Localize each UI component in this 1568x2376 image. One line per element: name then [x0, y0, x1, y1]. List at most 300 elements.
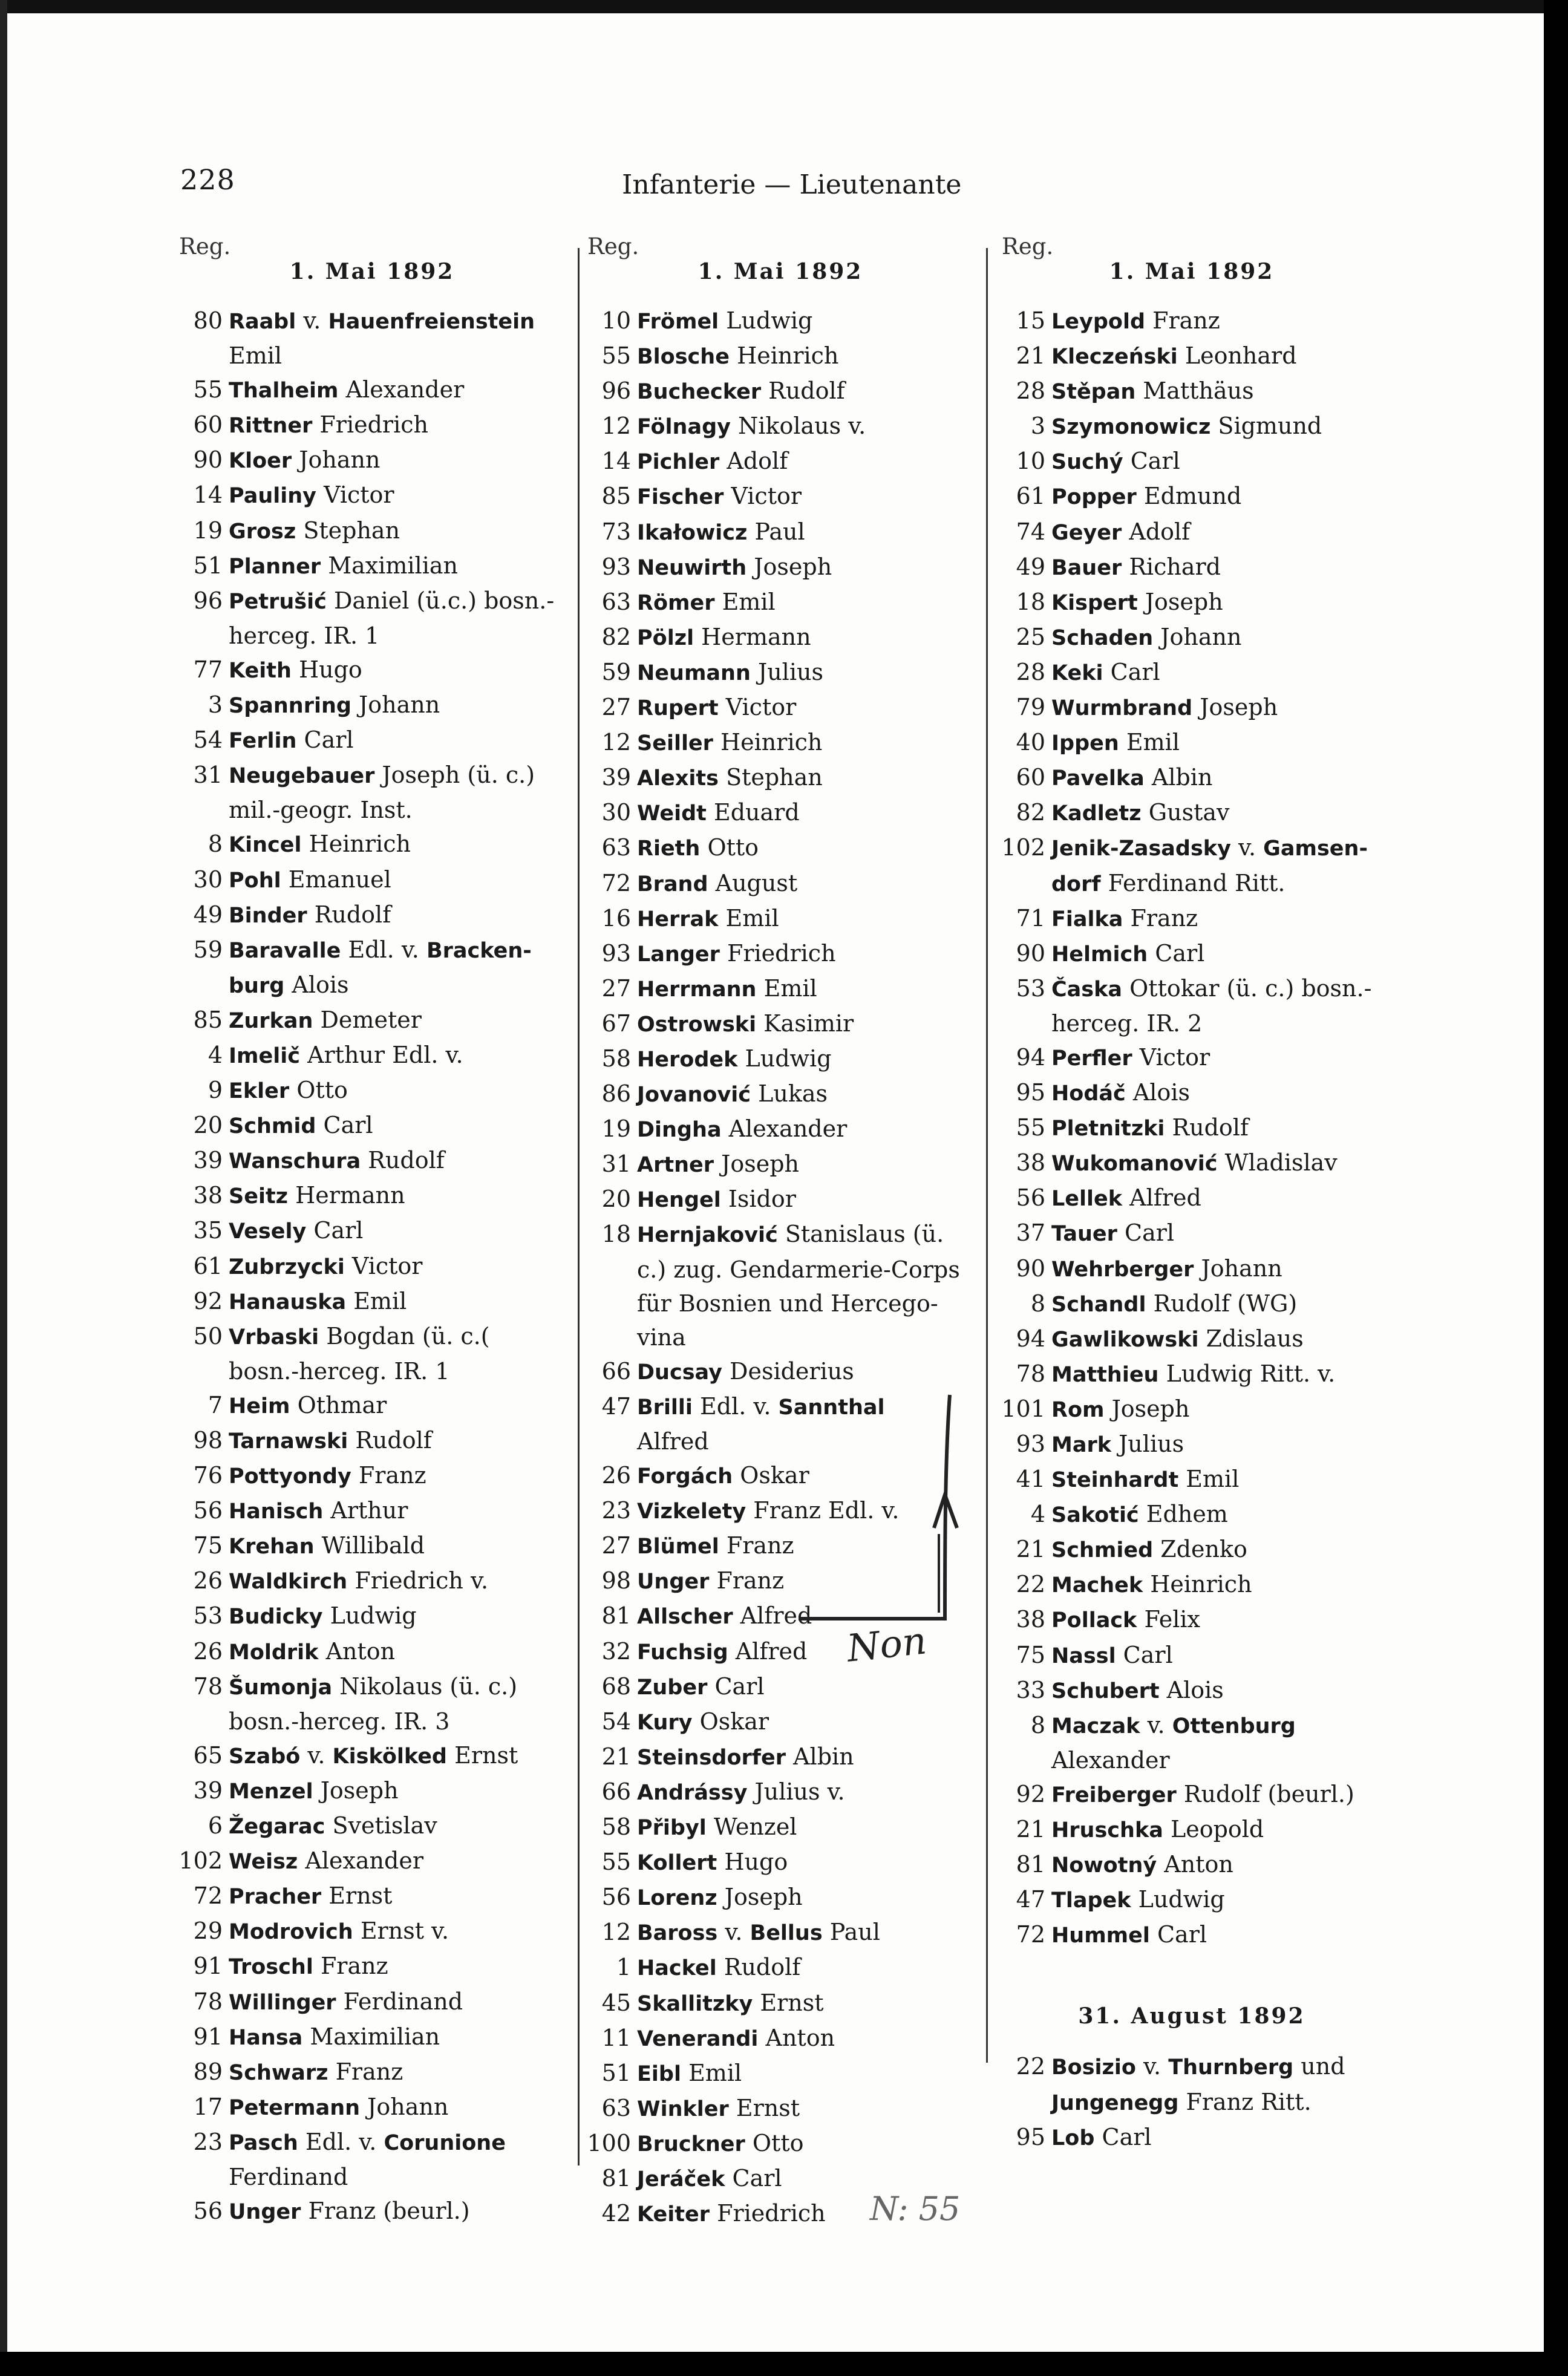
- pencil-note: N: 55: [870, 2190, 961, 2228]
- officer-given-name: Franz: [1152, 307, 1220, 334]
- officer-given-name: Oskar: [740, 1462, 809, 1489]
- officer-given-name: Joseph: [1200, 694, 1278, 721]
- regiment-number: 90: [1016, 939, 1045, 967]
- officer-surname: Kadletz: [1051, 801, 1142, 826]
- officer-given-name: Joseph (ü. c.): [382, 762, 535, 789]
- regiment-number: 82: [601, 623, 631, 650]
- officer-surname: Herrmann: [637, 977, 757, 1002]
- officer-surname-part: Jungenegg: [1051, 2090, 1179, 2115]
- officer-surname: Schaden: [1051, 625, 1154, 650]
- officer-surname: Szymonowicz: [1051, 415, 1211, 440]
- scan-border-top: [0, 0, 1568, 13]
- regiment-number: 29: [193, 1917, 223, 1945]
- regiment-number: 35: [193, 1217, 223, 1244]
- officer-surname: Časka: [1051, 977, 1123, 1002]
- officer-given-name: Alexander: [345, 376, 465, 403]
- roster-entry: [584, 690, 977, 725]
- entry-continuation-text: herceg. IR. 1: [229, 622, 380, 649]
- officer-surname-part: Hauenfreienstein: [328, 310, 535, 334]
- officer-surname: Modrovich: [229, 1920, 353, 1945]
- officer-surname: Leypold: [1051, 310, 1146, 334]
- regiment-number: 90: [193, 446, 223, 474]
- regiment-number: 39: [601, 764, 631, 791]
- officer-surname: Planner: [229, 554, 321, 579]
- roster-entry: [175, 1879, 569, 1914]
- roster-entry: [584, 831, 977, 866]
- regiment-number: 63: [601, 834, 631, 861]
- officer-surname: Unger: [637, 1570, 710, 1594]
- roster-entry: [584, 585, 977, 620]
- regiment-number: 100: [587, 2129, 631, 2156]
- officer-given-name: Stephan: [303, 517, 400, 544]
- officer-surname: Petrušić: [229, 589, 327, 614]
- officer-surname-part: Sannthal: [778, 1395, 885, 1420]
- regiment-number: 102: [178, 1847, 223, 1875]
- officer-given-name: Anton: [765, 2024, 835, 2051]
- roster-entry: [998, 1357, 1385, 1392]
- regiment-number: 101: [1001, 1395, 1045, 1422]
- regiment-number: 75: [193, 1532, 223, 1559]
- regiment-number: 37: [1016, 1219, 1045, 1247]
- officer-surname: Budicky: [229, 1605, 323, 1630]
- officer-given-name: Franz: [716, 1567, 785, 1594]
- officer-surname: Lorenz: [637, 1886, 717, 1911]
- regiment-number: 76: [193, 1462, 223, 1489]
- regiment-number: 98: [601, 1567, 631, 1594]
- officer-given-name: Zdislaus: [1206, 1325, 1304, 1352]
- roster-entry: [584, 795, 977, 831]
- roster-entry: [998, 1322, 1385, 1357]
- regiment-number: 26: [193, 1637, 223, 1665]
- regiment-number: 8: [1030, 1290, 1045, 1317]
- officer-surname: Schmied: [1051, 1538, 1154, 1563]
- officer-given-name: v.: [725, 1919, 743, 1946]
- entry-continuation-text: Franz Ritt.: [1186, 2088, 1312, 2115]
- regiment-number: 21: [1016, 342, 1045, 370]
- roster-entry: [175, 1003, 569, 1038]
- regiment-number: 9: [207, 1077, 223, 1104]
- roster-entry: [175, 1493, 569, 1529]
- roster-entry: [998, 1216, 1385, 1251]
- officer-surname: Pottyondy: [229, 1464, 351, 1489]
- roster-entry: [584, 1705, 977, 1740]
- regiment-number: 72: [193, 1882, 223, 1910]
- officer-given-name: Felix: [1144, 1606, 1200, 1633]
- entry-continuation-text: Ferdinand Ritt.: [1108, 869, 1285, 896]
- roster-column-1: [175, 225, 569, 2225]
- officer-given-name: Stanislaus (ü.: [785, 1221, 944, 1248]
- regiment-number: 3: [207, 691, 223, 719]
- roster-entry: [584, 2126, 977, 2161]
- officer-surname: Kleczeński: [1051, 345, 1178, 370]
- roster-entry: [584, 479, 977, 514]
- officer-surname: Fuchsig: [637, 1640, 728, 1665]
- regiment-number: 90: [1016, 1255, 1045, 1282]
- roster-entry: [998, 1708, 1385, 1777]
- regiment-number: 28: [1016, 377, 1045, 405]
- regiment-number: 20: [601, 1186, 631, 1213]
- roster-entry: [998, 1917, 1385, 1953]
- roster-entry: [584, 1077, 977, 1112]
- regiment-number: 93: [601, 939, 631, 967]
- officer-given-name: Julius: [1119, 1431, 1184, 1457]
- officer-given-name: Ernst: [760, 1989, 824, 2016]
- officer-given-name: Ludwig: [330, 1602, 417, 1630]
- officer-given-name: Heinrich: [309, 831, 411, 858]
- regiment-number: 77: [193, 656, 223, 683]
- roster-entry: [998, 1532, 1385, 1567]
- officer-given-name: Richard: [1129, 553, 1221, 580]
- roster-entry: [175, 1774, 569, 1809]
- officer-surname-part: Thurnberg: [1168, 2055, 1294, 2080]
- roster-entry: [998, 690, 1385, 725]
- roster-entry: [584, 2021, 977, 2056]
- officer-surname: Pracher: [229, 1885, 322, 1910]
- officer-surname: Suchý: [1051, 450, 1123, 475]
- roster-entry: [998, 1638, 1385, 1673]
- roster-entry: [175, 584, 569, 653]
- regiment-number: 7: [207, 1391, 223, 1418]
- officer-surname: Andrássy: [637, 1780, 748, 1805]
- officer-surname: Bruckner: [637, 2132, 745, 2156]
- roster-entry: [175, 2020, 569, 2055]
- officer-surname: Perfler: [1051, 1046, 1132, 1071]
- officer-surname: Tauer: [1051, 1222, 1117, 1247]
- regiment-number: 67: [601, 1010, 631, 1037]
- entry-continuation-text: c.) zug. Gendarmerie-Corps: [637, 1256, 960, 1283]
- officer-given-name: Johann: [359, 691, 440, 719]
- regiment-number: 102: [1001, 834, 1045, 861]
- officer-given-name: Nikolaus (ü. c.): [339, 1673, 518, 1700]
- roster-entry: [998, 971, 1385, 1040]
- roster-entry: [584, 1845, 977, 1880]
- officer-given-name: Joseph: [721, 1150, 799, 1178]
- roster-entry: [998, 1882, 1385, 1917]
- regiment-number: 55: [1016, 1114, 1045, 1141]
- officer-given-name: Edhem: [1146, 1501, 1228, 1528]
- regiment-number: 59: [193, 936, 223, 963]
- officer-given-name: Anton: [1164, 1851, 1233, 1878]
- officer-surname: Schmid: [229, 1114, 316, 1139]
- officer-surname: Eibl: [637, 2061, 681, 2086]
- regiment-number: 51: [601, 2059, 631, 2086]
- officer-given-name: Edl. v.: [700, 1392, 771, 1420]
- officer-given-name: Stephan: [726, 764, 823, 791]
- regiment-number: 27: [601, 974, 631, 1002]
- page-number: 228: [180, 163, 235, 196]
- officer-surname: Winkler: [637, 2097, 729, 2121]
- officer-surname: Jenik-Zasadsky: [1051, 837, 1231, 861]
- officer-surname-part: Corunione: [384, 2130, 506, 2155]
- roster-entry: [584, 2056, 977, 2091]
- officer-given-name: Rudolf: [314, 901, 391, 928]
- officer-surname: Ferlin: [229, 729, 297, 754]
- officer-surname: Alexits: [637, 766, 719, 791]
- officer-given-name: Othmar: [297, 1391, 387, 1418]
- roster-entry: [175, 1143, 569, 1178]
- officer-surname: Pollack: [1051, 1608, 1137, 1633]
- regiment-number: 78: [193, 1673, 223, 1700]
- officer-given-name: Lukas: [758, 1080, 828, 1108]
- officer-given-name: Carl: [1155, 939, 1205, 967]
- officer-surname: Pasch: [229, 2130, 298, 2155]
- roster-entry: [175, 1599, 569, 1634]
- officer-surname: Spannring: [229, 694, 351, 719]
- roster-entry: [584, 1147, 977, 1182]
- regiment-number: 21: [1016, 1536, 1045, 1563]
- roster-entry: [998, 479, 1385, 514]
- officer-surname: Troschl: [229, 1955, 313, 1980]
- running-head: Infanterie — Lieutenante: [622, 169, 962, 200]
- regiment-number: 58: [601, 1045, 631, 1072]
- officer-given-name: Oskar: [699, 1708, 769, 1735]
- officer-given-name: Joseph: [754, 553, 832, 580]
- officer-given-name: Heinrich: [1150, 1571, 1252, 1598]
- officer-surname: Popper: [1051, 485, 1137, 510]
- regiment-number: 95: [1016, 2123, 1045, 2150]
- roster-entry: [998, 936, 1385, 971]
- officer-given-name: Bogdan (ü. c.(: [326, 1322, 490, 1350]
- roster-entry: [175, 549, 569, 584]
- officer-surname: Langer: [637, 942, 720, 967]
- regiment-number: 12: [601, 729, 631, 756]
- officer-surname-part: Bellus: [750, 1921, 823, 1946]
- officer-given-name: Julius v.: [754, 1778, 845, 1805]
- officer-given-name: Edl. v.: [348, 936, 419, 963]
- officer-given-name: Carl: [1102, 2123, 1152, 2150]
- officer-surname: Přibyl: [637, 1816, 707, 1841]
- officer-surname: Bosizio: [1051, 2055, 1136, 2080]
- regiment-number: 12: [601, 413, 631, 440]
- roster-entry: [175, 1844, 569, 1879]
- regiment-number: 60: [193, 411, 223, 439]
- officer-given-name: v.: [303, 307, 321, 334]
- officer-surname: Weidt: [637, 801, 707, 826]
- entry-continuation: [229, 793, 569, 827]
- officer-given-name: Leopold: [1170, 1816, 1264, 1843]
- regiment-number: 14: [193, 481, 223, 509]
- regiment-number: 81: [601, 1602, 631, 1630]
- officer-given-name: Paul: [754, 518, 805, 545]
- regiment-number: 42: [601, 2200, 631, 2227]
- section-date-heading: 1. Mai 1892: [289, 259, 455, 284]
- officer-given-name: Isidor: [728, 1186, 796, 1213]
- officer-surname: Ikałowicz: [637, 520, 748, 545]
- officer-surname: Krehan: [229, 1535, 315, 1559]
- officer-given-name: Otto: [296, 1077, 348, 1104]
- officer-surname: Zuber: [637, 1675, 708, 1700]
- roster-entry: [584, 936, 977, 971]
- officer-given-name: Nikolaus v.: [738, 413, 866, 440]
- officer-surname: Šumonja: [229, 1675, 333, 1700]
- officer-name-suffix: Paul: [829, 1919, 880, 1946]
- regiment-number: 33: [1016, 1676, 1045, 1703]
- officer-surname: Ostrowski: [637, 1012, 757, 1037]
- regiment-number: 61: [193, 1252, 223, 1279]
- officer-given-name: Hermann: [701, 623, 811, 650]
- officer-given-name: Albin: [1151, 764, 1213, 791]
- regiment-number: 56: [601, 1884, 631, 1911]
- roster-entry: [584, 1112, 977, 1147]
- officer-surname: Pletnitzki: [1051, 1117, 1165, 1141]
- regiment-number: 80: [193, 307, 223, 334]
- roster-entry: [998, 1040, 1385, 1075]
- regiment-number: 18: [601, 1221, 631, 1248]
- roster-entry: [175, 408, 569, 443]
- officer-surname: Fialka: [1051, 907, 1123, 932]
- roster-entry: [998, 760, 1385, 795]
- officer-given-name: Carl: [323, 1112, 373, 1139]
- officer-surname: Wukomanović: [1051, 1152, 1218, 1177]
- entry-continuation-text: Emil: [229, 342, 283, 370]
- column-divider: [578, 248, 580, 2165]
- officer-given-name: Carl: [1157, 1921, 1207, 1948]
- officer-given-name: Rudolf (WG): [1153, 1290, 1298, 1317]
- reg-column-label: Reg.: [179, 233, 231, 259]
- regiment-number: 47: [601, 1392, 631, 1420]
- officer-given-name: Alexander: [305, 1847, 424, 1875]
- roster-entry: [175, 2090, 569, 2125]
- officer-surname: Kincel: [229, 833, 302, 858]
- regiment-number: 30: [193, 866, 223, 893]
- officer-given-name: Sigmund: [1218, 413, 1322, 440]
- entry-continuation: [1051, 2085, 1385, 2120]
- officer-surname: Pavelka: [1051, 766, 1145, 791]
- roster-entry: [175, 514, 569, 549]
- officer-given-name: Eduard: [713, 799, 800, 826]
- roster-entry: [998, 304, 1385, 339]
- officer-surname: Keith: [229, 658, 292, 683]
- officer-surname: Helmich: [1051, 942, 1148, 967]
- officer-surname: Pauliny: [229, 484, 316, 509]
- officer-given-name: Franz: [335, 2058, 403, 2085]
- officer-surname: Rupert: [637, 696, 719, 721]
- officer-surname-part: Gamsen-: [1263, 837, 1368, 861]
- officer-given-name: Ferdinand: [343, 1988, 463, 2015]
- roster-entry: [998, 1497, 1385, 1532]
- regiment-number: 27: [601, 1532, 631, 1559]
- regiment-number: 21: [1016, 1816, 1045, 1843]
- officer-given-name: Alexander: [728, 1115, 848, 1143]
- roster-entry: [998, 655, 1385, 690]
- officer-surname: Kispert: [1051, 590, 1138, 615]
- officer-given-name: Victor: [725, 694, 797, 721]
- regiment-number: 58: [601, 1813, 631, 1841]
- roster-entry: [998, 585, 1385, 620]
- officer-given-name: Victor: [351, 1252, 423, 1279]
- officer-surname: Hruschka: [1051, 1818, 1163, 1843]
- officer-given-name: Joseph: [1145, 588, 1223, 615]
- roster-entry: [998, 1427, 1385, 1462]
- officer-surname: Schubert: [1051, 1679, 1160, 1703]
- officer-given-name: Hermann: [295, 1182, 405, 1209]
- officer-surname: Machek: [1051, 1573, 1143, 1598]
- officer-given-name: Rudolf: [355, 1427, 432, 1454]
- officer-surname: Ducsay: [637, 1360, 722, 1385]
- roster-entry: [175, 1914, 569, 1949]
- roster-entry: [998, 515, 1385, 550]
- officer-surname: Neugebauer: [229, 764, 375, 789]
- roster-entry: [175, 933, 569, 1003]
- roster-entry: [175, 1985, 569, 2020]
- regiment-number: 65: [193, 1741, 223, 1769]
- regiment-number: 66: [601, 1357, 631, 1385]
- roster-entry: [175, 1038, 569, 1073]
- roster-entry: [584, 866, 977, 901]
- entry-continuation: [229, 2160, 569, 2194]
- regiment-number: 1: [616, 1954, 631, 1981]
- regiment-number: 19: [601, 1115, 631, 1143]
- roster-entry: [584, 1007, 977, 1042]
- entry-continuation: [1051, 1743, 1385, 1777]
- officer-surname: Hodáč: [1051, 1082, 1126, 1106]
- regiment-number: 19: [193, 517, 223, 544]
- officer-surname: Baravalle: [229, 938, 341, 963]
- roster-entry: [584, 374, 977, 409]
- officer-surname: Römer: [637, 590, 715, 615]
- roster-entry: [584, 1217, 977, 1354]
- officer-given-name: Emil: [1126, 729, 1180, 756]
- roster-entry: [175, 688, 569, 723]
- regiment-number: 61: [1016, 483, 1045, 510]
- officer-surname: Blümel: [637, 1535, 719, 1559]
- officer-name-suffix: und: [1301, 2053, 1345, 2080]
- roster-entry: [175, 1213, 569, 1248]
- entry-continuation: [229, 968, 569, 1003]
- regiment-number: 50: [193, 1322, 223, 1350]
- officer-surname: Steinsdorfer: [637, 1745, 786, 1770]
- regiment-number: 93: [601, 553, 631, 580]
- officer-surname: Wurmbrand: [1051, 696, 1193, 721]
- reg-column-label: Reg.: [587, 233, 639, 259]
- roster-entry: [584, 409, 977, 444]
- roster-entry: [998, 620, 1385, 655]
- regiment-number: 96: [601, 377, 631, 405]
- officer-surname: Seiller: [637, 731, 713, 756]
- regiment-number: 8: [1030, 1711, 1045, 1738]
- officer-surname: Kury: [637, 1710, 693, 1735]
- regiment-number: 56: [1016, 1184, 1045, 1212]
- regiment-number: 40: [1016, 729, 1045, 756]
- regiment-number: 82: [1016, 799, 1045, 826]
- roster-entry: [998, 2120, 1385, 2155]
- entry-continuation: [637, 1253, 977, 1287]
- officer-surname: Raabl: [229, 310, 296, 334]
- roster-entry: [175, 1319, 569, 1388]
- officer-surname: Jovanović: [637, 1083, 751, 1108]
- officer-given-name: Arthur Edl. v.: [307, 1041, 463, 1068]
- officer-surname: Binder: [229, 903, 307, 928]
- roster-entry: [175, 2125, 569, 2194]
- officer-given-name: Victor: [731, 483, 802, 510]
- roster-entry: [584, 725, 977, 760]
- roster-entry: [998, 901, 1385, 936]
- officer-given-name: Friedrich: [319, 411, 428, 439]
- officer-given-name: Alois: [1132, 1079, 1190, 1106]
- roster-entry: [998, 1111, 1385, 1146]
- regiment-number: 20: [193, 1112, 223, 1139]
- officer-given-name: Alfred: [1129, 1184, 1201, 1212]
- officer-surname: Petermann: [229, 2095, 361, 2120]
- officer-surname: Geyer: [1051, 520, 1122, 545]
- roster-entry: [998, 1462, 1385, 1497]
- officer-surname: Forgách: [637, 1464, 733, 1489]
- entry-continuation-text: bosn.-herceg. IR. 1: [229, 1357, 450, 1385]
- roster-entry: [584, 2091, 977, 2126]
- roster-entry: [175, 1529, 569, 1564]
- officer-given-name: Rudolf: [368, 1147, 445, 1174]
- entry-continuation: vina: [637, 1323, 686, 1351]
